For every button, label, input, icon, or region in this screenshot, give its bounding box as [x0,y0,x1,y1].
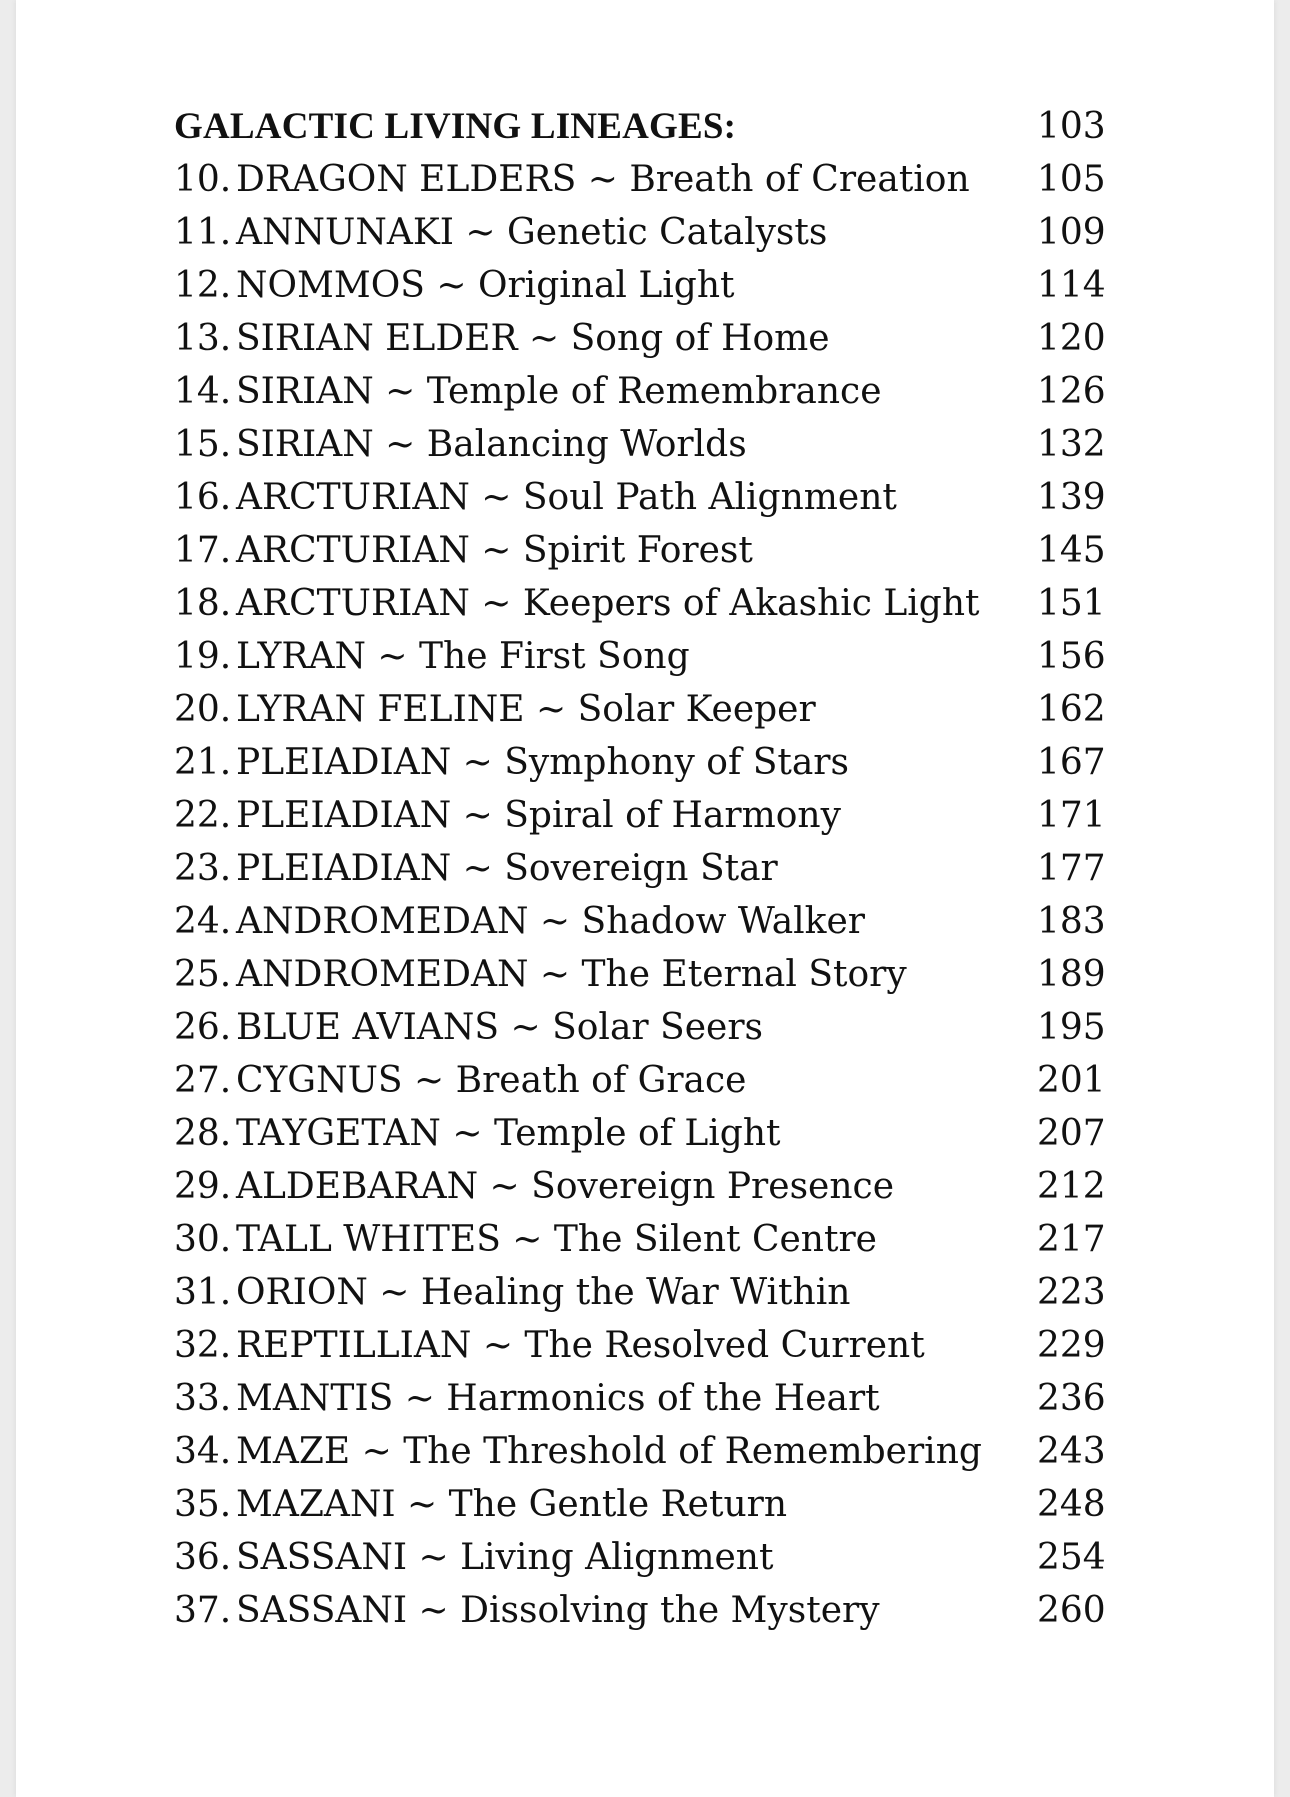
toc-entry [174,1107,1104,1160]
toc-entry [174,1478,1104,1531]
toc-entry-number: 16. [174,477,232,518]
toc-entry-page: 156 [1037,636,1106,677]
toc-entry [174,789,1104,842]
toc-entry-number: 32. [174,1325,232,1366]
toc-entry [174,1054,1104,1107]
toc-entry-page: 151 [1037,583,1106,624]
toc-entry [174,418,1104,471]
toc-entry-title: PLEIADIAN ~ Symphony of Stars [236,742,849,783]
toc-entry-page: 236 [1037,1378,1106,1419]
toc-entry-number: 29. [174,1166,232,1207]
toc-entry-page: 260 [1037,1590,1106,1631]
toc-entry-page: 162 [1037,689,1106,730]
toc-entry [174,1266,1104,1319]
toc-entry-number: 35. [174,1484,232,1525]
toc-entry-number: 25. [174,954,232,995]
toc-entry-page: 167 [1037,742,1106,783]
toc-entry [174,1160,1104,1213]
toc-entry-number: 12. [174,265,232,306]
toc-entry-page: 229 [1037,1325,1106,1366]
toc-entry-title: SIRIAN ~ Temple of Remembrance [236,371,882,412]
toc-entry [174,1531,1104,1584]
document-page [16,0,1274,1797]
toc-entry-title: ANNUNAKI ~ Genetic Catalysts [236,212,828,253]
toc-entry-title: PLEIADIAN ~ Sovereign Star [236,848,778,889]
toc-entry-number: 27. [174,1060,232,1101]
toc-entry [174,524,1104,577]
toc-entry-title: ARCTURIAN ~ Keepers of Akashic Light [236,583,980,624]
toc-entry-number: 22. [174,795,232,836]
toc-entry-title: ANDROMEDAN ~ Shadow Walker [236,901,865,942]
toc-entry-page: 171 [1037,795,1106,836]
toc-entry-page: 217 [1037,1219,1106,1260]
toc-entry-number: 18. [174,583,232,624]
toc-entry-title: ORION ~ Healing the War Within [236,1272,851,1313]
toc-entry-page: 212 [1037,1166,1106,1207]
toc-entry [174,312,1104,365]
toc-entry [174,577,1104,630]
toc-entry [174,948,1104,1001]
toc-entry-page: 114 [1037,265,1106,306]
toc-entry-title: REPTILLIAN ~ The Resolved Current [236,1325,925,1366]
toc-entry-number: 10. [174,159,232,200]
toc-entry [174,683,1104,736]
toc-entry [174,630,1104,683]
toc-entry-title: BLUE AVIANS ~ Solar Seers [236,1007,764,1048]
toc-section-heading [174,100,1104,153]
toc-entry-page: 120 [1037,318,1106,359]
toc-entry-number: 26. [174,1007,232,1048]
toc-entry-number: 13. [174,318,232,359]
toc-entry-number: 14. [174,371,232,412]
toc-entry-number: 36. [174,1537,232,1578]
toc-entry-page: 243 [1037,1431,1106,1472]
toc-entry [174,842,1104,895]
toc-entry-title: ARCTURIAN ~ Soul Path Alignment [236,477,897,518]
toc-entry-title: TALL WHITES ~ The Silent Centre [236,1219,877,1260]
toc-entry-page: 177 [1037,848,1106,889]
toc-entry-number: 37. [174,1590,232,1631]
toc-entry-title: SIRIAN ELDER ~ Song of Home [236,318,830,359]
toc-entry [174,895,1104,948]
toc-entry-number: 23. [174,848,232,889]
toc-entry [174,1584,1104,1637]
toc-entry [174,365,1104,418]
toc-entry [174,259,1104,312]
toc-entry-page: 126 [1037,371,1106,412]
toc-entry-title: PLEIADIAN ~ Spiral of Harmony [236,795,841,836]
toc-entry-title: MAZE ~ The Threshold of Remembering [236,1431,982,1472]
toc-entries [174,153,1104,1637]
toc-entry [174,206,1104,259]
table-of-contents [174,100,1104,1637]
toc-entry [174,1213,1104,1266]
toc-entry-number: 15. [174,424,232,465]
toc-entry-number: 21. [174,742,232,783]
toc-entry-number: 11. [174,212,232,253]
toc-entry-title: MANTIS ~ Harmonics of the Heart [236,1378,880,1419]
toc-entry [174,1372,1104,1425]
toc-entry-page: 132 [1037,424,1106,465]
toc-entry [174,1425,1104,1478]
toc-entry-number: 30. [174,1219,232,1260]
toc-entry-title: SASSANI ~ Living Alignment [236,1537,774,1578]
toc-entry-page: 139 [1037,477,1106,518]
toc-entry-page: 248 [1037,1484,1106,1525]
toc-entry-title: LYRAN FELINE ~ Solar Keeper [236,689,816,730]
toc-entry-number: 17. [174,530,232,571]
section-heading-title: GALACTIC LIVING LINEAGES: [174,106,737,147]
toc-entry-number: 31. [174,1272,232,1313]
toc-entry [174,1001,1104,1054]
toc-entry-number: 28. [174,1113,232,1154]
toc-entry-page: 189 [1037,954,1106,995]
toc-entry-page: 105 [1037,159,1106,200]
toc-entry [174,471,1104,524]
toc-entry-page: 207 [1037,1113,1106,1154]
section-heading-page: 103 [1037,106,1106,147]
toc-entry-page: 223 [1037,1272,1106,1313]
toc-entry [174,1319,1104,1372]
toc-entry-page: 195 [1037,1007,1106,1048]
toc-entry-number: 24. [174,901,232,942]
toc-entry-number: 20. [174,689,232,730]
toc-entry-number: 34. [174,1431,232,1472]
toc-entry [174,736,1104,789]
toc-entry-page: 201 [1037,1060,1106,1101]
toc-entry-title: SIRIAN ~ Balancing Worlds [236,424,747,465]
toc-entry-title: CYGNUS ~ Breath of Grace [236,1060,747,1101]
toc-entry [174,153,1104,206]
toc-entry-title: LYRAN ~ The First Song [236,636,690,677]
toc-entry-title: SASSANI ~ Dissolving the Mystery [236,1590,880,1631]
toc-entry-title: TAYGETAN ~ Temple of Light [236,1113,781,1154]
toc-entry-title: DRAGON ELDERS ~ Breath of Creation [236,159,970,200]
toc-entry-number: 19. [174,636,232,677]
toc-entry-number: 33. [174,1378,232,1419]
toc-entry-title: NOMMOS ~ Original Light [236,265,735,306]
toc-entry-page: 183 [1037,901,1106,942]
toc-entry-title: ALDEBARAN ~ Sovereign Presence [236,1166,895,1207]
toc-entry-title: ARCTURIAN ~ Spirit Forest [236,530,753,571]
toc-entry-title: MAZANI ~ The Gentle Return [236,1484,788,1525]
toc-entry-page: 109 [1037,212,1106,253]
toc-entry-title: ANDROMEDAN ~ The Eternal Story [236,954,907,995]
toc-entry-page: 145 [1037,530,1106,571]
toc-entry-page: 254 [1037,1537,1106,1578]
